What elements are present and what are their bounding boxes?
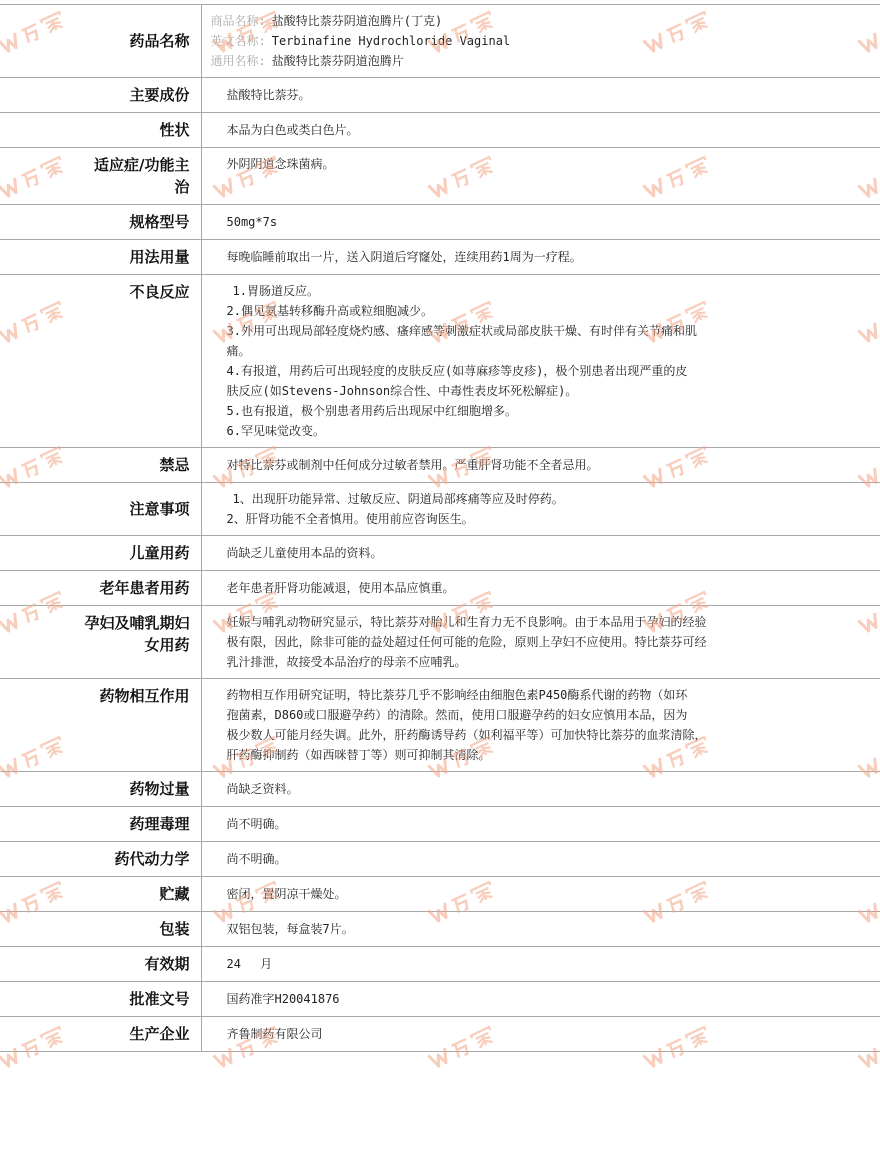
adverse-reaction-line: 4.有报道，用药后可出现轻度的皮肤反应(如荨麻疹等皮疹)，极个别患者出现严重的皮 <box>226 364 688 378</box>
adverse-reaction-line: 6.罕见味觉改变。 <box>226 424 325 438</box>
overdose-value: 尚缺乏资料。 <box>226 782 299 796</box>
row-dosage <box>0 240 880 275</box>
adverse-reaction-line: 1.胃肠道反应。 <box>232 284 319 298</box>
dosage-label: 用法用量 <box>0 240 201 275</box>
interaction-line: 药物相互作用研究证明，特比萘芬几乎不影响经由细胞色素P450酶系代谢的药物（如环 <box>226 688 688 702</box>
pregnancy-value <box>201 606 880 679</box>
row-ingredients <box>0 78 880 113</box>
interaction-line: 孢菌素，D860或口服避孕药）的清除。然而，使用口服避孕药的妇女应慎用本品，因为 <box>226 708 688 722</box>
precautions-label: 注意事项 <box>0 483 201 536</box>
precaution-line: 1、出现肝功能异常、过敏反应、阴道局部疼痛等应及时停药。 <box>232 492 564 506</box>
pediatric-use-label: 儿童用药 <box>0 536 201 571</box>
row-appearance <box>0 113 880 148</box>
row-pediatric-use <box>0 536 880 571</box>
interaction-line: 肝药酶抑制药（如西咪替丁等）则可抑制其清除。 <box>226 748 491 762</box>
toxicology-label: 药理毒理 <box>0 807 201 842</box>
adverse-reactions-value <box>201 275 880 448</box>
precaution-line: 2、肝肾功能不全者慎用。使用前应咨询医生。 <box>226 512 474 526</box>
row-geriatric-use <box>0 571 880 606</box>
interactions-label: 药物相互作用 <box>0 679 201 772</box>
adverse-reaction-line: 5.也有报道，极个别患者用药后出现尿中红细胞增多。 <box>226 404 517 418</box>
adverse-reaction-line: 3.外用可出现局部轻度烧灼感、瘙痒感等刺激症状或局部皮肤干燥、有时伴有关节痛和肌 <box>226 324 697 338</box>
indications-label-line: 适应症/功能主 <box>94 156 190 174</box>
row-product-name <box>0 5 880 78</box>
pregnancy-label-line: 女用药 <box>144 636 190 654</box>
row-precautions <box>0 483 880 536</box>
approval-number-label: 批准文号 <box>0 982 201 1017</box>
row-storage <box>0 877 880 912</box>
approval-number-value: 国药准字H20041876 <box>226 992 340 1006</box>
ingredients-label: 主要成份 <box>0 78 201 113</box>
ingredients-value: 盐酸特比萘芬。 <box>226 88 311 102</box>
generic-name-text: 盐酸特比萘芬阴道泡腾片 <box>271 54 404 68</box>
product-name-value <box>201 5 880 78</box>
toxicology-value: 尚不明确。 <box>226 817 287 831</box>
storage-label: 贮藏 <box>0 877 201 912</box>
adverse-reactions-label: 不良反应 <box>0 275 201 448</box>
row-indications <box>0 148 880 205</box>
row-interactions <box>0 679 880 772</box>
indications-label <box>0 148 201 205</box>
pregnancy-line: 极有限，因此，除非可能的益处超过任何可能的危险，原则上孕妇不应使用。特比萘芬可经 <box>226 635 707 649</box>
manufacturer-value: 齐鲁制药有限公司 <box>226 1027 323 1041</box>
row-manufacturer <box>0 1017 880 1052</box>
row-packaging <box>0 912 880 947</box>
specification-value: 50mg*7s <box>226 215 278 229</box>
adverse-reaction-line: 2.偶见氨基转移酶升高或粒细胞减少。 <box>226 304 433 318</box>
appearance-label: 性状 <box>0 113 201 148</box>
generic-name-key: 通用名称: <box>210 54 266 68</box>
adverse-reaction-line: 肤反应(如Stevens-Johnson综合性、中毒性表皮坏死松解症)。 <box>226 384 578 398</box>
geriatric-use-value: 老年患者肝肾功能减退，使用本品应慎重。 <box>226 581 455 595</box>
appearance-value: 本品为白色或类白色片。 <box>226 123 359 137</box>
shelf-life-value: 24 月 <box>226 957 273 971</box>
shelf-life-label: 有效期 <box>0 947 201 982</box>
row-overdose <box>0 772 880 807</box>
row-contraindications <box>0 448 880 483</box>
pregnancy-label-line: 孕妇及哺乳期妇 <box>84 614 190 632</box>
precautions-value <box>201 483 880 536</box>
row-toxicology <box>0 807 880 842</box>
indications-label-line: 治 <box>174 178 190 196</box>
packaging-value: 双铝包装，每盒装7片。 <box>226 922 354 936</box>
dosage-value: 每晚临睡前取出一片，送入阴道后穹窿处，连续用药1周为一疗程。 <box>226 250 582 264</box>
row-shelf-life <box>0 947 880 982</box>
trade-name-key: 商品名称: <box>210 14 266 28</box>
contraindications-label: 禁忌 <box>0 448 201 483</box>
geriatric-use-label: 老年患者用药 <box>0 571 201 606</box>
pregnancy-line: 乳汁排泄，故接受本品治疗的母亲不应哺乳。 <box>226 655 467 669</box>
indications-value: 外阴阴道念珠菌病。 <box>226 157 335 171</box>
row-pregnancy <box>0 606 880 679</box>
english-name-text: Terbinafine Hydrochloride Vaginal <box>271 34 511 48</box>
interactions-value <box>201 679 880 772</box>
pharmacokinetics-value: 尚不明确。 <box>226 852 287 866</box>
contraindications-value: 对特比萘芬或制剂中任何成分过敏者禁用。严重肝肾功能不全者忌用。 <box>226 458 599 472</box>
adverse-reaction-line: 痛。 <box>226 344 251 358</box>
pediatric-use-value: 尚缺乏儿童使用本品的资料。 <box>226 546 383 560</box>
trade-name-text: 盐酸特比萘芬阴道泡腾片(丁克) <box>271 14 443 28</box>
drug-info-sheet <box>0 4 880 1052</box>
packaging-label: 包装 <box>0 912 201 947</box>
specification-label: 规格型号 <box>0 205 201 240</box>
row-approval-number <box>0 982 880 1017</box>
pregnancy-label <box>0 606 201 679</box>
drug-info-table <box>0 5 880 1052</box>
product-name-label: 药品名称 <box>0 5 201 78</box>
row-pharmacokinetics <box>0 842 880 877</box>
english-name-key: 英文名称: <box>210 34 266 48</box>
pregnancy-line: 妊娠与哺乳动物研究显示，特比萘芬对胎儿和生育力无不良影响。由于本品用于孕妇的经验 <box>226 615 707 629</box>
storage-value: 密闭，置阴凉干燥处。 <box>226 887 347 901</box>
interaction-line: 极少数人可能月经失调。此外，肝药酶诱导药（如利福平等）可加快特比萘芬的血浆清除， <box>226 728 707 742</box>
manufacturer-label: 生产企业 <box>0 1017 201 1052</box>
row-adverse-reactions <box>0 275 880 448</box>
overdose-label: 药物过量 <box>0 772 201 807</box>
pharmacokinetics-label: 药代动力学 <box>0 842 201 877</box>
row-specification <box>0 205 880 240</box>
